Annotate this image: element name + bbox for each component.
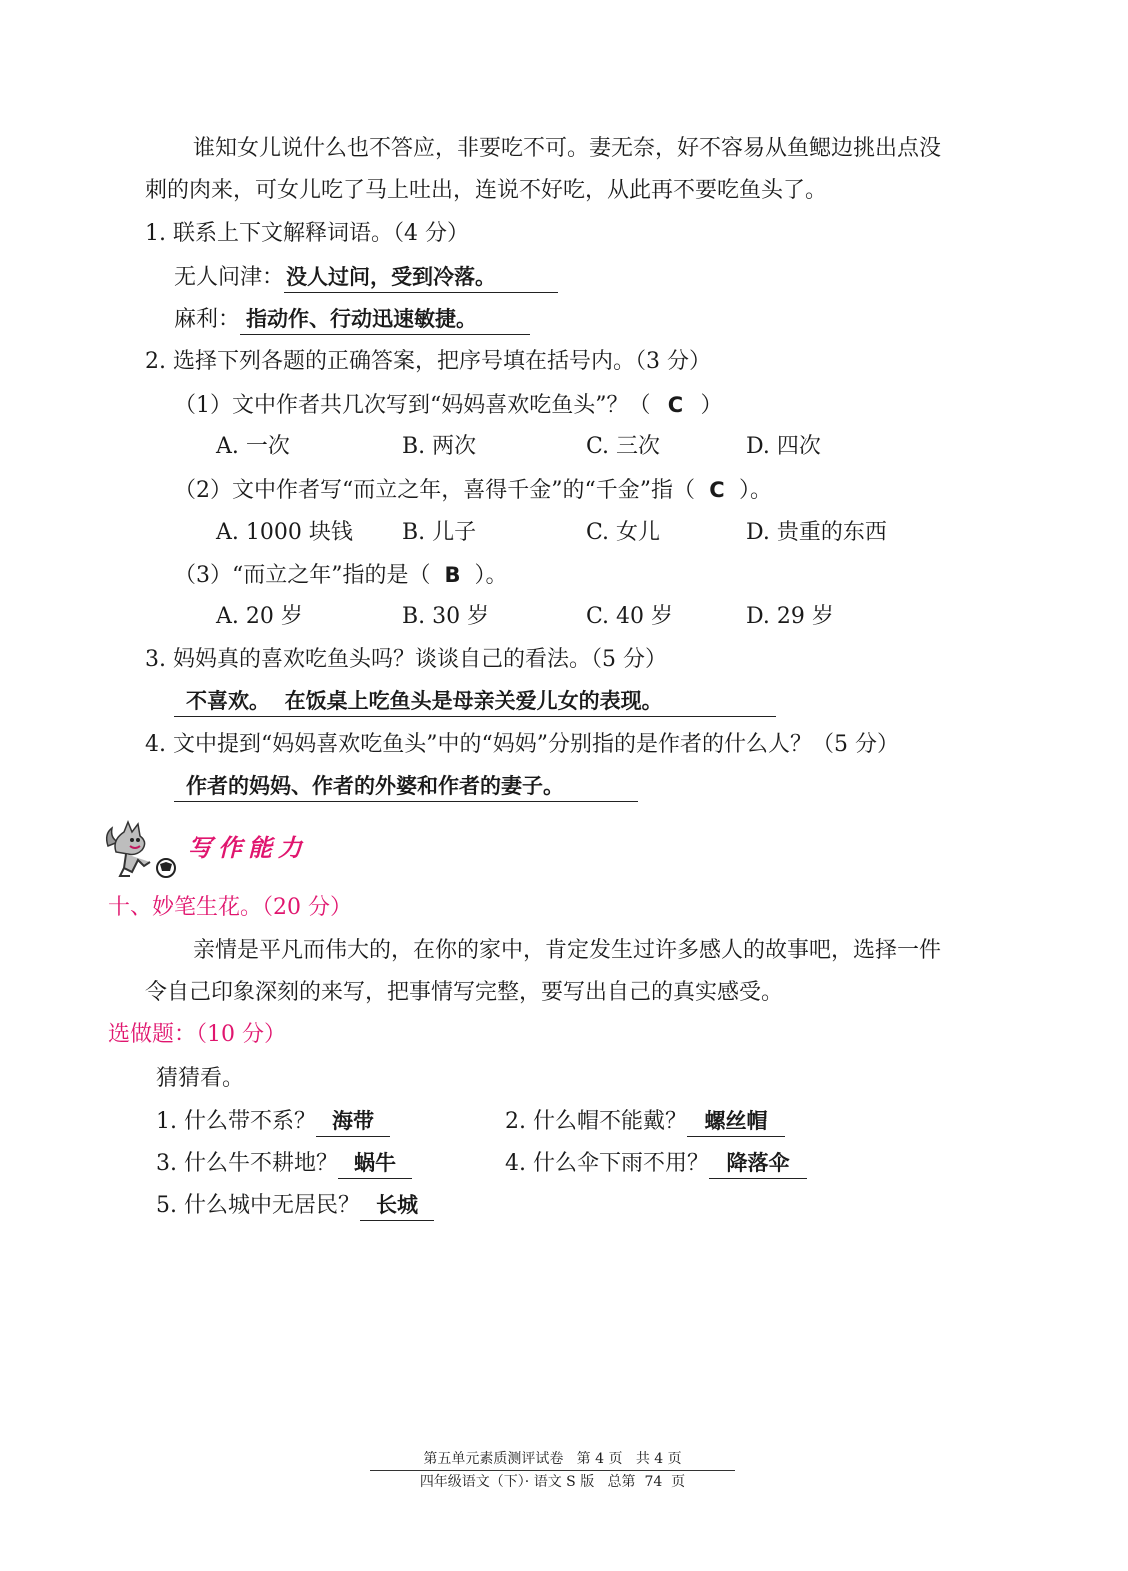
optional-heading: 选做题：（10 分）: [108, 1022, 286, 1047]
q2-sub-2-option-c: C. 女儿: [586, 520, 661, 545]
riddle-1-answer: 海带: [316, 1106, 390, 1137]
q2-sub-2-close: ）。: [739, 478, 773, 503]
q2-sub-1-answer: C: [667, 393, 684, 417]
q4-answer: 作者的妈妈、作者的外婆和作者的妻子。: [174, 771, 638, 802]
q2-sub-3-stem: [174, 560, 508, 591]
question-2-prompt: 2. 选择下列各题的正确答案，把序号填在括号内。（3 分）: [145, 349, 711, 374]
q2-sub-2-answer: C: [709, 478, 725, 502]
footer-line-2: 四年级语文（下）· 语文 S 版 总第 74 页: [419, 1474, 686, 1490]
riddle-4-answer: 降落伞: [709, 1148, 807, 1179]
riddle-5-question: 5. 什么城中无居民？: [156, 1193, 360, 1218]
riddle-4-question: 4. 什么伞下雨不用？: [505, 1151, 709, 1176]
q2-sub-2-option-a: A. 1000 块钱: [216, 520, 353, 545]
q2-sub-3-option-c: C. 40 岁: [586, 604, 674, 629]
q2-sub-2-option-b: B. 儿子: [402, 520, 477, 545]
q1-word-1: 无人问津：: [174, 265, 285, 290]
q2-sub-2-option-d: D. 贵重的东西: [746, 520, 887, 545]
q1-item-1: [174, 262, 558, 293]
q2-sub-1-option-c: C. 三次: [586, 434, 661, 459]
riddle-1-question: 1. 什么带不系？: [156, 1109, 316, 1134]
writing-line-1: 亲情是平凡而伟大的，在你的家中，肯定发生过许多感人的故事吧，选择一件: [193, 938, 942, 963]
writing-heading: 十、妙笔生花。（20 分）: [108, 895, 352, 920]
q2-sub-3-option-b: B. 30 岁: [402, 604, 490, 629]
riddle-5-answer: 长城: [360, 1190, 434, 1221]
q2-sub-3-answer: B: [444, 563, 461, 587]
riddle-3-question: 3. 什么牛不耕地？: [156, 1151, 338, 1176]
riddle-1: [156, 1106, 390, 1137]
q2-sub-1-close: ）: [700, 393, 723, 418]
q2-sub-3-option-a: A. 20 岁: [216, 604, 303, 629]
q2-sub-1-stem: [174, 390, 723, 421]
q1-word-2: 麻利：: [174, 307, 241, 332]
passage-line-2: 刺的肉来，可女儿吃了马上吐出，连说不好吃，从此再不要吃鱼头了。: [145, 178, 828, 203]
q1-answer-1: 没人过问，受到冷落。: [284, 262, 558, 293]
q2-sub-1-option-b: B. 两次: [402, 434, 477, 459]
q1-item-2: [174, 304, 530, 335]
section-title: 写作能力: [188, 833, 308, 862]
q2-sub-2-stem: [174, 475, 772, 506]
q2-sub-3-option-d: D. 29 岁: [746, 604, 834, 629]
riddle-2: [505, 1106, 785, 1137]
q1-answer-2: 指动作、行动迅速敏捷。: [240, 304, 530, 335]
writing-line-2: 令自己印象深刻的来写，把事情写完整，要写出自己的真实感受。: [145, 980, 784, 1005]
footer-line-1: 第五单元素质测评试卷 第 4 页 共 4 页: [370, 1450, 735, 1471]
riddle-4: [505, 1148, 807, 1179]
q3-answer-line: [174, 686, 776, 717]
q3-answer: 不喜欢。 在饭桌上吃鱼头是母亲关爱儿女的表现。: [174, 686, 776, 717]
riddle-2-question: 2. 什么帽不能戴？: [505, 1109, 687, 1134]
riddle-3: [156, 1148, 412, 1179]
q2-sub-1-option-a: A. 一次: [216, 434, 290, 459]
q2-sub-1-text: （1）文中作者共几次写到“妈妈喜欢吃鱼头”？（: [174, 393, 651, 418]
q2-sub-1-option-d: D. 四次: [746, 434, 821, 459]
q4-answer-line: [174, 771, 638, 802]
optional-intro: 猜猜看。: [156, 1066, 245, 1091]
question-4-prompt: 4. 文中提到“妈妈喜欢吃鱼头”中的“妈妈”分别指的是作者的什么人？（5 分）: [145, 732, 899, 757]
riddle-3-answer: 蜗牛: [338, 1148, 412, 1179]
question-1-prompt: 1. 联系上下文解释词语。（4 分）: [145, 221, 469, 246]
riddle-2-answer: 螺丝帽: [687, 1106, 785, 1137]
q2-sub-3-close: ）。: [474, 563, 508, 588]
q2-sub-3-text: （3）“而立之年”指的是（: [174, 563, 431, 588]
question-3-prompt: 3. 妈妈真的喜欢吃鱼头吗？谈谈自己的看法。（5 分）: [145, 647, 667, 672]
q2-sub-2-text: （2）文中作者写“而立之年，喜得千金”的“千金”指（: [174, 478, 695, 503]
riddle-5: [156, 1190, 434, 1221]
wolf-mascot-icon: [102, 816, 182, 880]
passage-line-1: 谁知女儿说什么也不答应，非要吃不可。妻无奈，好不容易从鱼鳃边挑出点没: [193, 136, 942, 161]
